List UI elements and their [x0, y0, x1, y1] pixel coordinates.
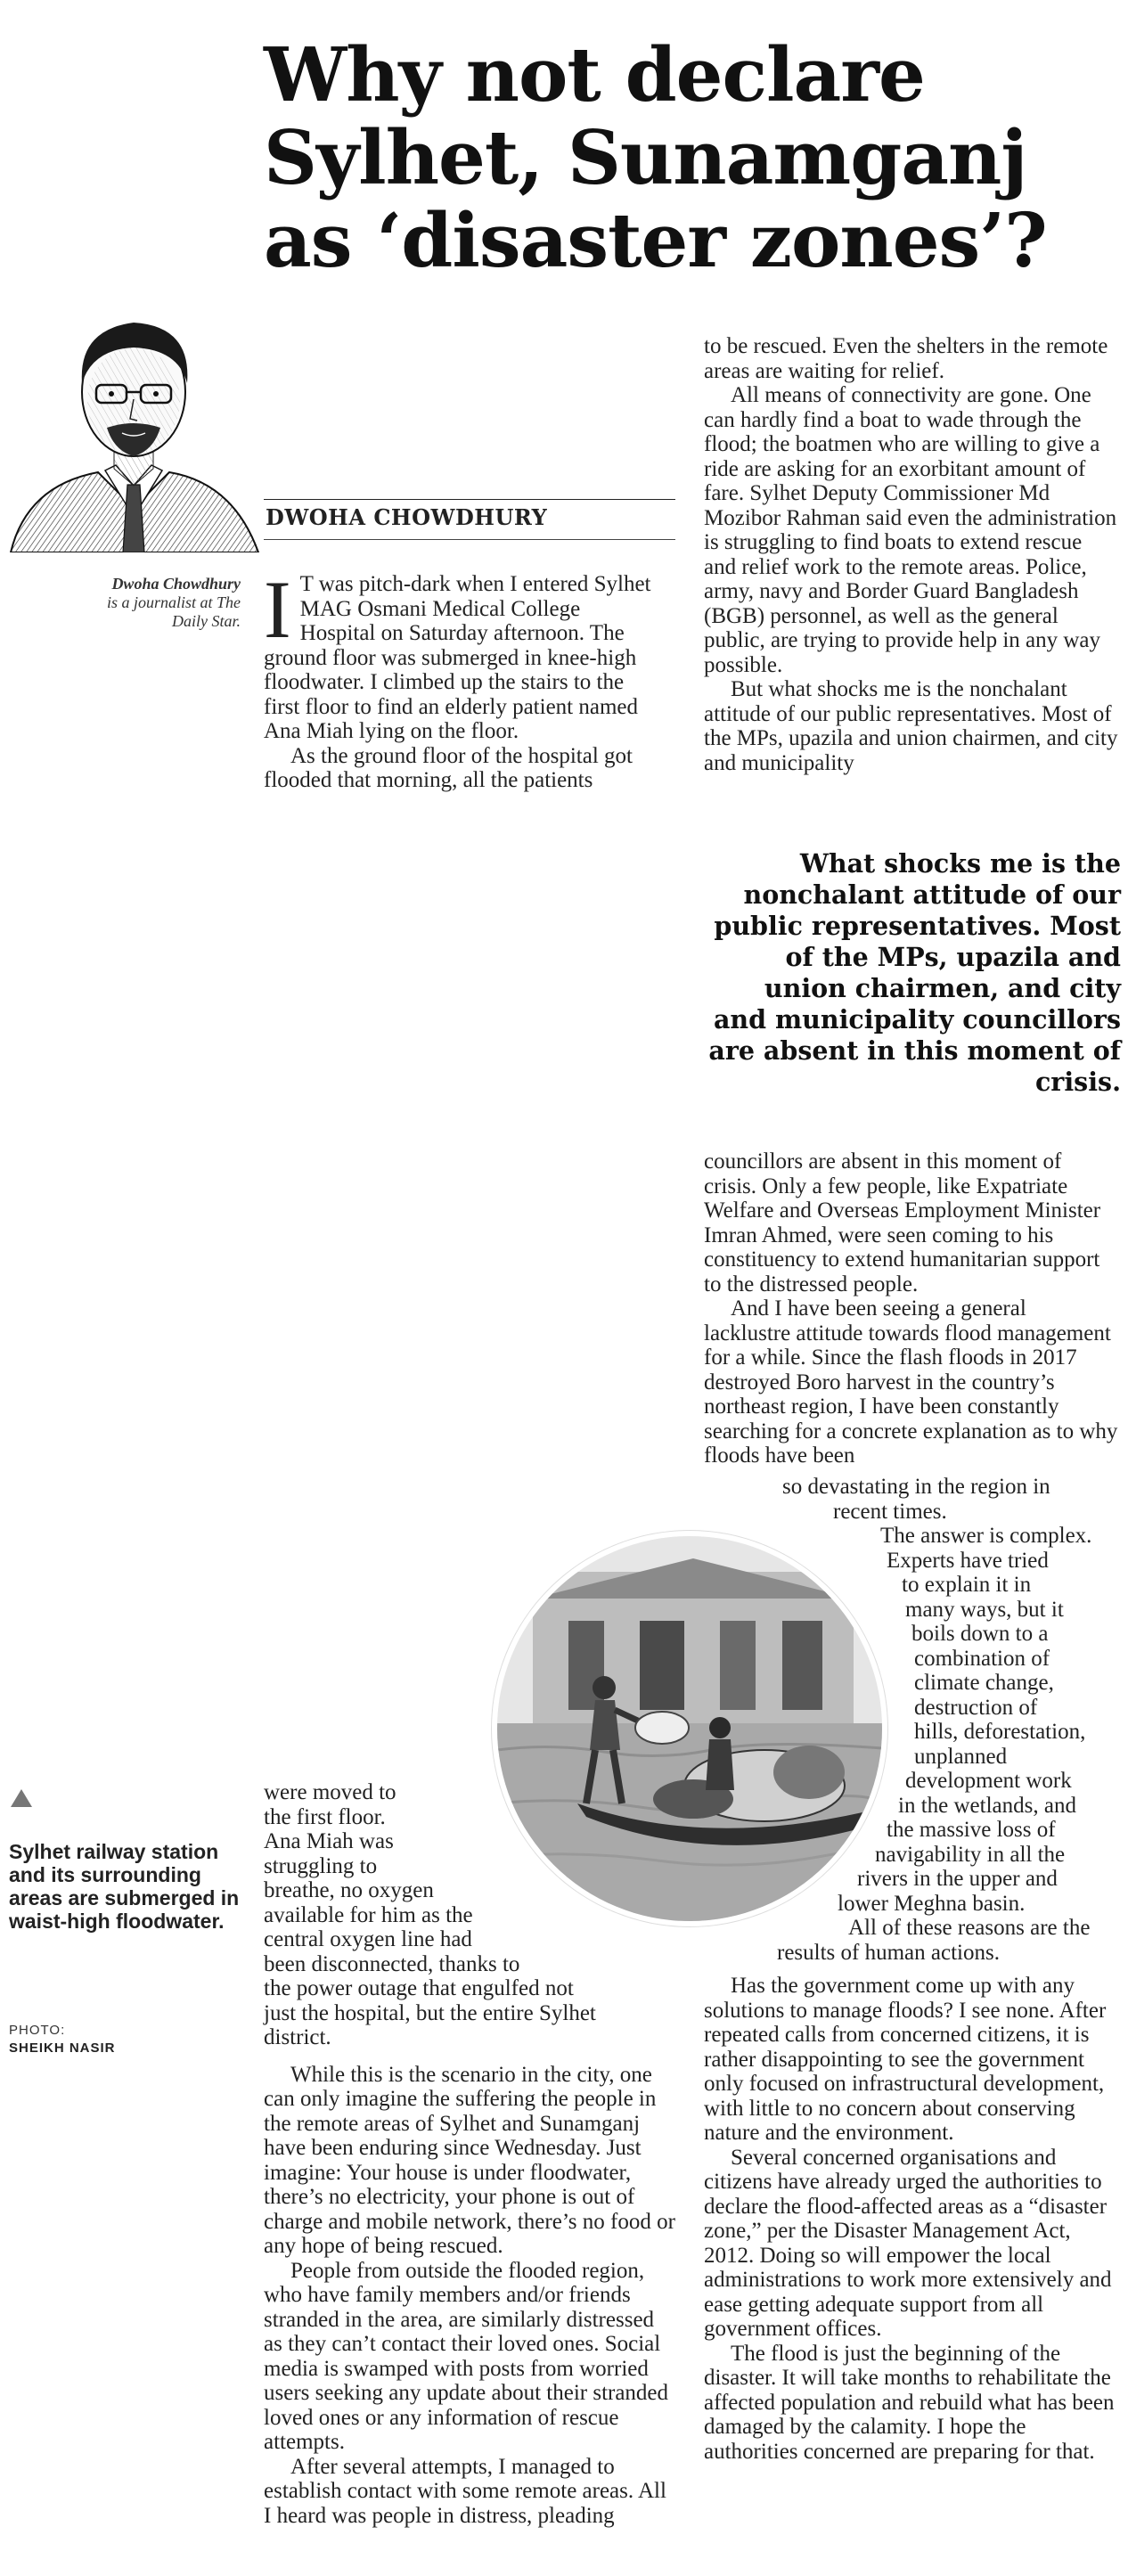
article-paragraph: People from outside the flooded region, who have family members and/or friends stranded in the area, are similarly distressed as they can’t contact their loved ones. Social media is swamped with posts from worried users seeking any update about their stranded loved ones or any information of rescue attempts. — [264, 2258, 669, 2454]
wrap-line: struggling to — [264, 1853, 378, 1878]
wrap-line: many ways, but it — [905, 1597, 1064, 1622]
article-paragraph: Has the government come up with any solutions to manage floods? I see none. After repeated calls from concerned citizens, it is rather disappointing to see the government only focused on infrastructural development, with little to no concern about conserving nature and the environment. — [704, 1974, 1107, 2145]
wrap-line: just the hospital, but the entire Sylhet — [264, 2000, 596, 2025]
wrap-line: climate change, — [914, 1671, 1054, 1695]
wrap-line: development work — [905, 1769, 1072, 1793]
pull-quote: What shocks me is the nonchalant attitude of our public representatives. Most of the MPs, upazila and union chairmen, and city and municipality councillors are absent in this moment of crisis. — [708, 848, 1121, 1097]
wrap-line: available for him as the — [264, 1902, 473, 1927]
article-paragraph: And I have been seeing a general lacklustre attitude towards flood management for a while. Since the flash floods in 2017 destroyed Boro harvest in the country’s northeast region, I have been constantly searching for a concrete explanation as to why floods have been — [704, 1296, 1118, 1468]
author-bio-line-1: is a journalist at The — [106, 593, 241, 611]
headline-line-2: Sylhet, Sunamganj — [264, 114, 1027, 201]
wrap-line: recent times. — [833, 1499, 947, 1524]
wrap-line: unplanned — [914, 1744, 1008, 1769]
drop-cap: I — [264, 564, 291, 655]
wrap-line: Experts have tried — [887, 1548, 1049, 1573]
article-column-left-top — [264, 564, 656, 793]
wrap-line: the power outage that engulfed not — [264, 1976, 574, 2000]
wrap-line: The answer is complex. — [880, 1524, 1092, 1548]
author-portrait-illustration — [0, 294, 267, 552]
wrap-line: breathe, no oxygen — [264, 1878, 434, 1902]
article-paragraph: councillors are absent in this moment of crisis. Only a few people, like Expatriate Welfare and Overseas Employment Minister Imran Ahmed, were seen coming to his constituency to extend humanitarian support to the distressed people. — [704, 1149, 1101, 1296]
article-paragraph: Several concerned organisations and citizens have already urged the authorities to declare the flood-affected areas as a “disaster zone,” per the Disaster Management Act, 2012. Doing so will empower the local administrations to work more extensively and ease getting adequate support from all government offices. — [704, 2145, 1112, 2341]
wrap-line: hills, deforestation, — [914, 1720, 1086, 1744]
headline-line-3: as ‘disaster zones’? — [264, 197, 1047, 284]
wrap-line: rivers in the upper and — [857, 1867, 1058, 1891]
photo-caption: Sylhet railway station and its surrounding areas are submerged in waist-high floodwater. — [9, 1840, 240, 1933]
article-column-right-bottom — [704, 1974, 1118, 2464]
article-column-right-top — [704, 334, 1118, 775]
wrap-line: to explain it in — [902, 1573, 1032, 1597]
author-bio-line-2: Daily Star. — [171, 612, 241, 630]
wrap-line: the massive loss of — [887, 1818, 1056, 1842]
wrap-line: lower Meghna basin. — [838, 1891, 1026, 1916]
byline-top-rule — [264, 499, 675, 500]
wrap-line: district. — [264, 2025, 331, 2049]
wrap-line: combination of — [914, 1646, 1050, 1671]
caption-triangle-icon — [11, 1789, 32, 1807]
wrap-line: All of these reasons are the — [848, 1916, 1091, 1940]
photo-credit-label: PHOTO: — [9, 2023, 66, 2038]
article-paragraph: But what shocks me is the nonchalant attitude of our public representatives. Most of the MPs, upazila and union chairmen, and city and municipality — [704, 677, 1118, 775]
article-paragraph: to be rescued. Even the shelters in the remote areas are waiting for relief. — [704, 334, 1108, 383]
article-paragraph: T was pitch-dark when I entered Sylhet MAG Osmani Medical College Hospital on Saturday afternoon. The ground floor was submerged in knee-high floodwater. I climbed up the stairs to the first floor to find an elderly patient named Ana Miah lying on the floor. — [264, 572, 651, 743]
wrap-line: central oxygen line had — [264, 1927, 472, 1951]
wrap-line: in the wetlands, and — [898, 1793, 1076, 1818]
article-paragraph: After several attempts, I managed to establish contact with some remote areas. All I heard was people in distress, pleading — [264, 2454, 666, 2528]
wrap-line: boils down to a — [911, 1622, 1049, 1646]
photo-credit-name: SHEIKH NASIR — [9, 2040, 116, 2056]
author-bio — [62, 575, 241, 631]
byline: DWOHA CHOWDHURY — [266, 504, 548, 530]
wrap-line: been disconnected, thanks to — [264, 1951, 520, 1976]
wrap-line: the first floor. — [264, 1804, 386, 1829]
byline-bottom-rule — [264, 539, 675, 540]
headline — [264, 31, 1110, 284]
author-bio-name: Dwoha Chowdhury — [111, 575, 241, 593]
article-paragraph: As the ground floor of the hospital got flooded that morning, all the patients — [264, 743, 633, 792]
wrap-line: destruction of — [914, 1695, 1038, 1720]
headline-line-1: Why not declare — [264, 31, 925, 119]
article-paragraph: While this is the scenario in the city, one can only imagine the suffering the people in the remote areas of Sylhet and Sunamganj have been enduring since Wednesday. Just imagine: Your house is under floodwater, there’s no electricity, your phone is out of charge and mobile network, there’s no food or any hope of being rescued. — [264, 2062, 675, 2258]
article-column-right-middle — [704, 1149, 1118, 1468]
article-paragraph: All means of connectivity are gone. One can hardly find a boat to wade through the flood; the boatmen who are willing to give a ride are asking for an exorbitant amount of fare. Sylhet Deputy Commissioner Md Mozibor Rahman said even the administration is struggling to find boats to extend rescue and relief work to the remote areas. Police, army, navy and Border Guard Bangladesh (BGB) personnel, as well as the general public, are trying to provide help in any way possible. — [704, 383, 1117, 677]
wrap-line: so devastating in the region in — [782, 1475, 1050, 1499]
article-paragraph: The flood is just the beginning of the disaster. It will take months to rehabilitate the affected population and rebuild what has been damaged by the calamity. I hope the authorities concerned are preparing for that. — [704, 2341, 1115, 2464]
wrap-line: were moved to — [264, 1780, 396, 1804]
wrap-line: navigability in all the — [875, 1842, 1066, 1867]
wrap-line: Ana Miah was — [264, 1829, 394, 1853]
article-column-left-bottom — [264, 1780, 675, 2528]
wrap-line: results of human actions. — [777, 1940, 1000, 1965]
